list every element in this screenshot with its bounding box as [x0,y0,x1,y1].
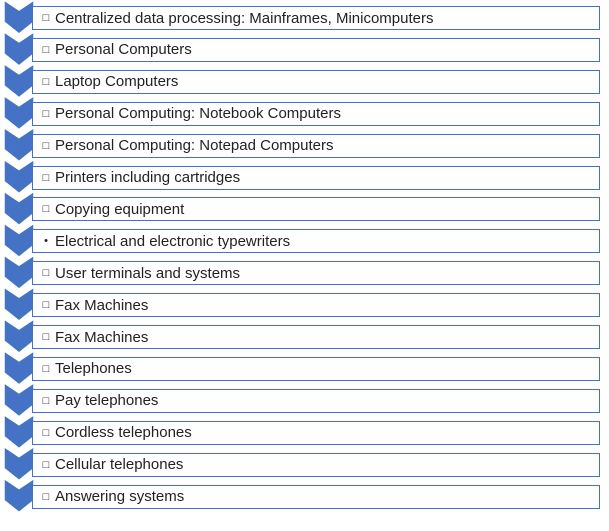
chevron-shape [4,32,34,66]
list-item [32,229,600,253]
chevron-shape [4,287,34,321]
chevron-shape [4,128,34,162]
item-label: Cordless telephones [55,424,192,442]
item-label: Centralized data processing: Mainframes, Minicomputers [55,9,434,27]
chevron-shape [4,191,34,225]
item-bullet: □ [42,267,50,280]
item-bullet: □ [42,139,50,152]
item-label: Fax Machines [55,296,149,314]
list-item [32,421,600,445]
item-label: Answering systems [55,488,185,505]
chevron-shape [4,383,34,417]
chevron-shape [4,415,34,449]
list-item [32,197,600,221]
item-label: Laptop Computers [55,73,179,91]
item-bullet: □ [42,426,50,439]
item-bullet: □ [42,394,50,407]
item-label: Personal Computers [55,41,192,59]
item-label: Personal Computing: Notebook Computers [55,105,341,123]
item-bullet: □ [42,362,50,375]
item-label: Pay telephones [55,392,159,410]
list-item [32,6,600,30]
chevron-shape [4,160,34,194]
item-bullet: □ [42,490,50,503]
item-label: Fax Machines [55,328,149,346]
chevron-shape [4,96,34,130]
item-bullet: □ [42,203,50,216]
item-bullet: □ [42,299,50,312]
list-item [32,38,600,62]
list-item [32,134,600,158]
item-label: User terminals and systems [55,264,241,282]
item-bullet: □ [42,171,50,184]
list-item [32,261,600,285]
item-bullet: □ [42,75,50,88]
item-bullet: □ [42,331,50,343]
chevron-shape [4,319,34,353]
item-bullet: • [44,235,48,248]
item-bullet: □ [42,107,50,120]
chevron-shape [4,0,34,34]
chevron-shape [4,479,34,513]
item-label: Cellular telephones [55,456,184,474]
list-item [32,453,600,477]
item-label: Electrical and electronic typewriters [55,232,291,250]
chevron-shape [4,223,34,257]
item-bullet: □ [42,43,50,56]
item-bullet: □ [42,458,50,471]
list-item [32,357,600,381]
item-label: Telephones [55,360,132,378]
chevron-shape [4,255,34,289]
item-label: Personal Computing: Notepad Computers [55,137,334,155]
list-item [32,102,600,126]
list-item [32,70,600,94]
item-label: Copying equipment [55,200,185,218]
chevron-shape [4,447,34,481]
chevron-shape [4,64,34,98]
list-item [32,166,600,190]
list-item [32,293,600,317]
chevron-shape [4,351,34,385]
list-item [32,389,600,413]
list-item [32,485,600,509]
item-label: Printers including cartridges [55,169,241,186]
item-bullet: □ [42,12,50,24]
list-item [32,325,600,349]
